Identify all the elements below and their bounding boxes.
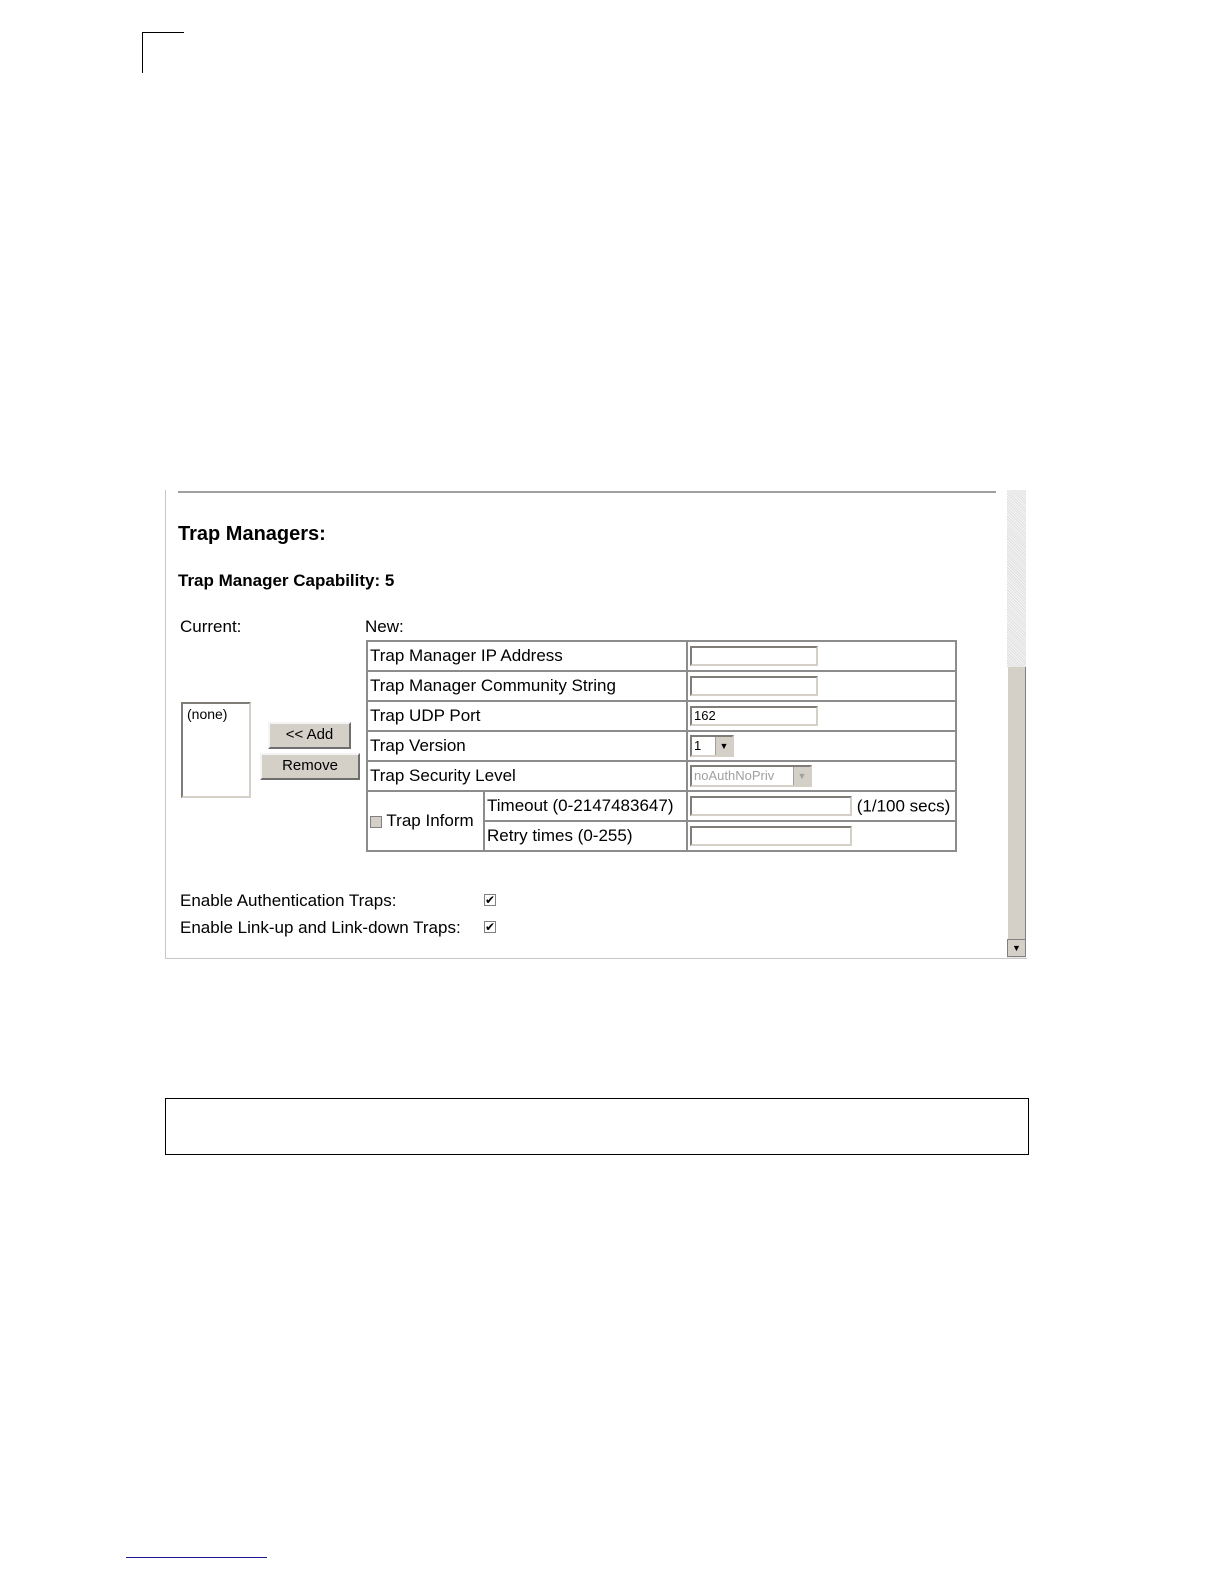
crop-mark-vertical	[142, 32, 143, 73]
security-level-label: Trap Security Level	[367, 761, 687, 791]
page-title: Trap Managers:	[178, 523, 326, 545]
enable-link-traps-checkbox[interactable]: ✔	[485, 920, 496, 934]
add-button[interactable]: << Add	[268, 722, 351, 749]
empty-frame	[165, 1098, 1029, 1155]
trap-inform-checkbox[interactable]	[370, 816, 382, 828]
chevron-down-icon[interactable]: ▼	[715, 737, 732, 755]
chevron-down-icon[interactable]: ▼	[793, 767, 810, 785]
security-level-select[interactable]	[690, 765, 812, 787]
trap-version-label: Trap Version	[367, 731, 687, 761]
remove-button[interactable]: Remove	[260, 753, 360, 780]
scrollbar-thumb[interactable]	[1007, 667, 1026, 939]
udp-port-label: Trap UDP Port	[367, 701, 687, 731]
crop-mark-horizontal	[142, 32, 184, 33]
trap-inform-cell	[367, 791, 484, 851]
security-level-value: noAuthNoPriv	[694, 768, 775, 783]
list-item[interactable]: (none)	[187, 706, 228, 722]
timeout-units: (1/100 secs)	[856, 796, 951, 816]
trap-inform-label: Trap Inform	[386, 811, 474, 830]
trap-managers-panel	[165, 490, 1027, 959]
retry-label: Retry times (0-255)	[484, 821, 687, 851]
community-string-input[interactable]	[690, 676, 818, 696]
footer-rule	[126, 1557, 267, 1558]
udp-port-input[interactable]: 162	[690, 706, 818, 726]
scroll-down-icon[interactable]: ▼	[1007, 939, 1026, 957]
retry-input[interactable]	[690, 826, 852, 846]
enable-link-traps-label: Enable Link-up and Link-down Traps:	[180, 918, 461, 937]
community-string-label: Trap Manager Community String	[367, 671, 687, 701]
enable-auth-traps-checkbox[interactable]: ✔	[485, 893, 496, 907]
top-divider	[178, 491, 996, 493]
timeout-label: Timeout (0-2147483647)	[484, 791, 687, 821]
ip-address-input[interactable]	[690, 646, 818, 666]
trap-version-select[interactable]	[690, 735, 734, 757]
new-label: New:	[365, 617, 404, 636]
trap-version-value: 1	[694, 738, 702, 753]
timeout-input[interactable]	[690, 796, 852, 816]
enable-auth-traps-label: Enable Authentication Traps:	[180, 891, 397, 910]
ip-address-label: Trap Manager IP Address	[367, 641, 687, 671]
current-trap-manager-list[interactable]	[181, 702, 251, 798]
capability-text: Trap Manager Capability: 5	[178, 571, 395, 590]
new-trap-manager-form	[366, 640, 957, 852]
current-label: Current:	[180, 617, 242, 636]
